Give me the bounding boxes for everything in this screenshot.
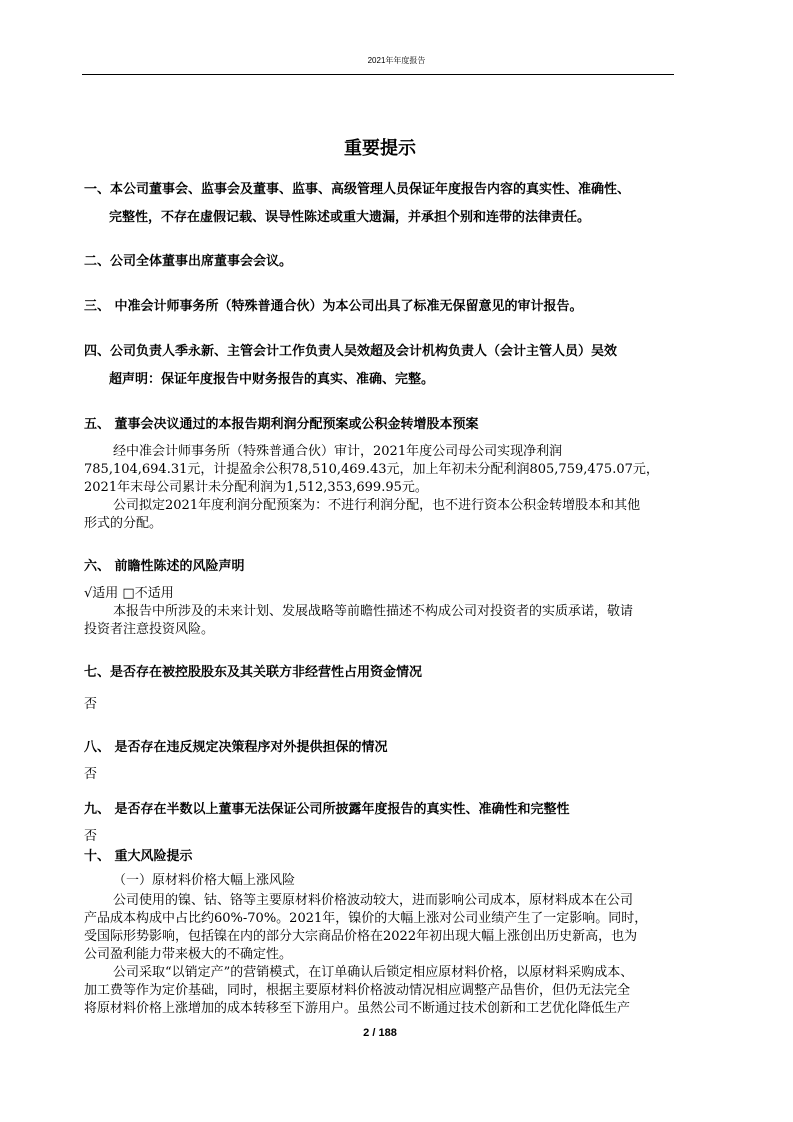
item-1-line-2: 完整性，不存在虚假记载、误导性陈述或重大遗漏，并承担个别和连带的法律责任。: [109, 210, 591, 225]
running-header: 2021年年度报告: [367, 56, 426, 65]
item-2: 二、公司全体董事出席董事会会议。: [84, 254, 293, 269]
item-10-para-1-line-2: 产品成本构成中占比约60%-70%。2021年，镍价的大幅上涨对公司业绩产生了一定影响。同时，: [84, 911, 648, 926]
item-7-heading: 七、是否存在被控股股东及其关联方非经营性占用资金情况: [84, 665, 423, 680]
item-6-applicability: √适用 □不适用: [84, 586, 174, 601]
item-5-para-2-line-2: 形式的分配。: [84, 516, 163, 531]
item-5-heading: 五、 董事会决议通过的本报告期利润分配预案或公积金转增股本预案: [84, 417, 479, 432]
item-5-para-2-line-1: 公司拟定2021年度利润分配预案为：不进行利润分配，也不进行资本公积金转增股本和其他: [113, 498, 641, 513]
item-9-answer: 否: [84, 829, 98, 844]
item-10-para-2-line-3: 将原材料价格上涨增加的成本转移至下游用户。虽然公司不断通过技术创新和工艺优化降低生产: [84, 1001, 631, 1016]
item-4-line-2: 超声明：保证年度报告中财务报告的真实、准确、完整。: [109, 372, 435, 387]
item-10-para-2-line-1: 公司采取“以销定产”的营销模式，在订单确认后锁定相应原材料价格，以原材料采购成本、: [113, 965, 634, 980]
item-4-line-1: 四、公司负责人季永新、主管会计工作负责人吴效超及会计机构负责人（会计主管人员）吴效: [84, 344, 618, 359]
item-10-para-1-line-4: 公司盈利能力带来极大的不确定性。: [84, 947, 293, 962]
item-5-para-1-line-2: 785,104,694.31元，计提盈余公积78,510,469.43元，加上年初未分配利润805,759,475.07元，: [84, 462, 659, 477]
item-8-heading: 八、 是否存在违反规定决策程序对外提供担保的情况: [84, 740, 388, 755]
item-6-para-line-2: 投资者注意投资风险。: [84, 622, 215, 637]
item-1-line-1: 一、本公司董事会、监事会及董事、监事、高级管理人员保证年度报告内容的真实性、准确性、: [84, 182, 631, 197]
item-10-para-1-line-1: 公司使用的镍、钴、铬等主要原材料价格波动较大，进而影响公司成本，原材料成本在公司: [113, 893, 634, 908]
page-number: 2 / 188: [363, 1027, 397, 1039]
item-5-para-1-line-3: 2021年末母公司累计未分配利润为1,512,353,699.95元。: [84, 480, 428, 495]
item-9-heading: 九、 是否存在半数以上董事无法保证公司所披露年度报告的真实性、准确性和完整性: [84, 802, 570, 817]
item-5-para-1-line-1: 经中准会计师事务所（特殊普通合伙）审计，2021年度公司母公司实现净利润: [113, 444, 563, 459]
item-7-answer: 否: [84, 697, 98, 712]
page-title: 重要提示: [344, 138, 416, 159]
item-10-para-1-line-3: 受国际形势影响，包括镍在内的部分大宗商品价格在2022年初出现大幅上涨创出历史新高，也为: [84, 929, 638, 944]
item-3: 三、 中准会计师事务所（特殊普通合伙）为本公司出具了标准无保留意见的审计报告。: [84, 299, 583, 314]
item-6-para-line-1: 本报告中所涉及的未来计划、发展战略等前瞻性描述不构成公司对投资者的实质承诺，敬请: [113, 604, 634, 619]
item-6-heading: 六、 前瞻性陈述的风险声明: [84, 559, 245, 574]
item-10-para-2-line-2: 加工费等作为定价基础，同时，根据主要原材料价格波动情况相应调整产品售价，但仍无法完全: [84, 983, 631, 998]
item-8-answer: 否: [84, 767, 98, 782]
header-rule: [82, 74, 674, 75]
item-10-subheading: （一）原材料价格大幅上涨风险: [113, 873, 296, 888]
item-10-heading: 十、 重大风险提示: [84, 849, 193, 864]
